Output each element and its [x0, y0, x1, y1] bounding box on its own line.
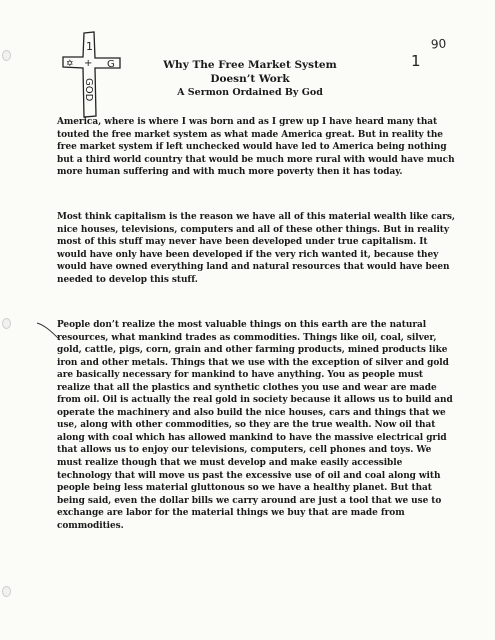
cross-star-icon: ✡ — [66, 59, 74, 69]
handwritten-note-90: 90 — [430, 36, 447, 52]
cross-plus-icon: + — [84, 58, 93, 69]
paragraph-2-text: Most think capitalism is the reason we have all of this material wealth like cars, nice houses, televisions, computers and all of these other things. But in reality most of this stuff may never have been developed under true capitalism. It would have only have been developed if the very rich wanted it, because they would have owned everything land and natural resources that would have been needed to develop this stuff. — [57, 212, 455, 285]
cross-bottom-word: GOD — [83, 78, 94, 102]
page-number: 1 — [411, 52, 421, 70]
pen-stroke-mark — [36, 321, 62, 343]
cross-top-label: 1 — [86, 40, 93, 53]
paragraph-1-text: America, where is where I was born and as I grew up I have heard many that touted the free market system as what made America great. But in reality the free market system if left unchecked would have led to America being nothing but a third world country that would be much more rural with would have much more human suffering and with much more poverty then it has today. — [57, 117, 455, 178]
paragraph-1 — [57, 116, 457, 179]
punch-hole-bottom — [2, 586, 11, 597]
subtitle: A Sermon Ordained By God — [177, 87, 323, 98]
punch-hole-top — [2, 50, 11, 61]
punch-hole-middle — [2, 318, 11, 329]
cross-right-label: G — [107, 59, 115, 70]
paragraph-3 — [57, 319, 457, 532]
paragraph-2 — [57, 211, 457, 286]
document-title-block — [120, 58, 380, 100]
title-line-2: Doesn’t Work — [210, 73, 290, 85]
title-line-1: Why The Free Market System — [163, 59, 337, 71]
paragraph-3-text: People don’t realize the most valuable things on this earth are the natural resources, what mankind trades as commodities. Things like oil, coal, silver, gold, cattle, pigs, corn, grain and other farming products, mined products like iron and other metals. Things that we use with the exception of silver and gold are basically necessary for mankind to have anything. You as people must realize that all the plastics and synthetic clothes you use and wear are made from oil. Oil is actually the real gold in society because it allows us to build and operate the machinery and also build the nice houses, cars and things that we use, along with other commodities, so they are the true wealth. Now oil that along with coal which has allowed mankind to have the massive electrical grid that allows us to enjoy our televisions, computers, cell phones and toys. We must realize though that we must develop and make easily accessible technology that will move us past the excessive use of oil and coal along with people being less material gluttonous so we have a healthy planet. But that being said, even the dollar bills we carry around are just a tool that we use to exchange are labor for the material things we buy that are made from commodities. — [57, 320, 453, 531]
